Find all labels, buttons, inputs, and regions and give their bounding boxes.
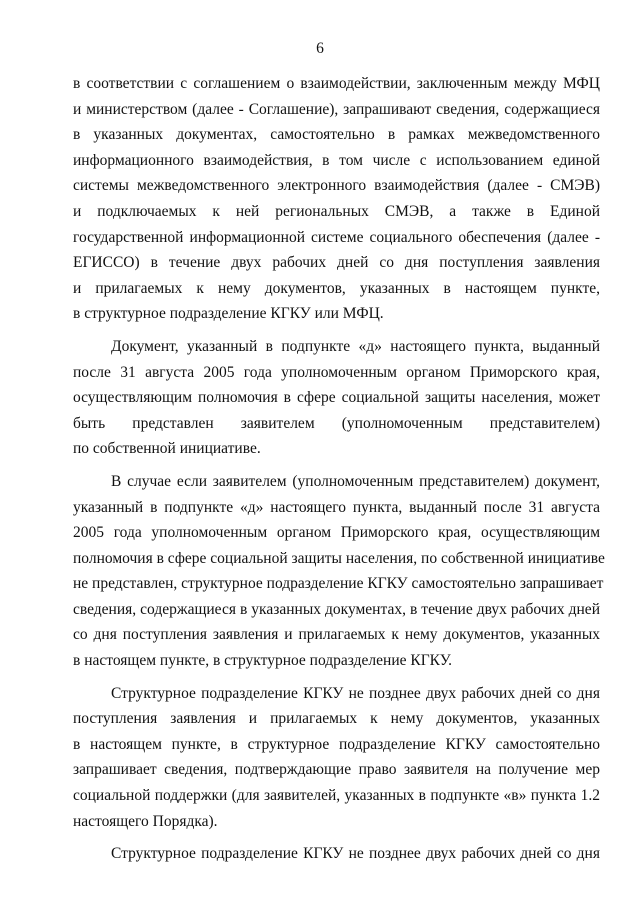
text-line: осуществляющим полномочия в сфере социальной защиты населения, может xyxy=(73,389,600,407)
text-line: и министерством (далее - Соглашение), запрашивают сведения, содержащиеся xyxy=(73,100,600,118)
document-body xyxy=(73,71,605,867)
text-line: в структурное подразделение КГКУ или МФЦ. xyxy=(73,305,384,323)
text-line: быть представлен заявителем (уполномоченным представителем) xyxy=(73,414,600,432)
text-line: ЕГИССО) в течение двух рабочих дней со дня поступления заявления xyxy=(73,254,600,272)
paragraph-gap xyxy=(73,674,600,681)
text-line: в соответствии с соглашением о взаимодействии, заключенным между МФЦ xyxy=(73,75,600,92)
text-line: в настоящем пункте, в структурное подразделение КГКУ самостоятельно xyxy=(73,735,600,753)
text-line: после 31 августа 2005 года уполномоченным органом Приморского края, xyxy=(73,363,600,381)
text-line: Структурное подразделение КГКУ не позднее двух рабочих дней со дня xyxy=(111,684,600,702)
page-number: 6 xyxy=(316,40,324,57)
text-line: указанный в подпункте «д» настоящего пункта, выданный после 31 августа xyxy=(73,498,600,516)
paragraph-gap xyxy=(73,462,600,469)
text-line: со дня поступления заявления и прилагаемых к нему документов, указанных xyxy=(73,626,600,644)
text-line: в указанных документах, самостоятельно в рамках межведомственного xyxy=(73,126,600,144)
text-line: в настоящем пункте, в структурное подразделение КГКУ. xyxy=(73,652,453,670)
text-line: В случае если заявителем (уполномоченным представителем) документ, xyxy=(111,472,600,490)
paragraph-gap xyxy=(73,834,600,841)
text-line: и прилагаемых к нему документов, указанных в настоящем пункте, xyxy=(73,279,600,297)
text-line: не представлен, структурное подразделение КГКУ самостоятельно запрашивает xyxy=(73,575,604,593)
text-line: сведения, содержащиеся в указанных документах, в течение двух рабочих дней xyxy=(73,600,600,618)
text-line: поступления заявления и прилагаемых к нему документов, указанных xyxy=(73,710,600,728)
text-line: 2005 года уполномоченным органом Приморского края, осуществляющим xyxy=(73,524,600,542)
text-line: информационного взаимодействия, в том числе с использованием единой xyxy=(73,151,600,169)
text-line: социальной поддержки (для заявителей, указанных в подпункте «в» пункта 1.2 xyxy=(73,787,600,805)
text-line: государственной информационной системе социального обеспечения (далее - xyxy=(73,228,600,246)
text-line: запрашивает сведения, подтверждающие право заявителя на получение мер xyxy=(73,761,600,779)
text-line: и подключаемых к ней региональных СМЭВ, а также в Единой xyxy=(73,202,600,220)
text-line: системы межведомственного электронного взаимодействия (далее - СМЭВ) xyxy=(73,177,600,195)
text-line: Документ, указанный в подпункте «д» настоящего пункта, выданный xyxy=(111,337,600,355)
paragraph-gap xyxy=(73,327,600,334)
text-line: полномочия в сфере социальной защиты населения, по собственной инициативе xyxy=(73,549,605,567)
text-line: Структурное подразделение КГКУ не позднее двух рабочих дней со дня xyxy=(111,845,600,863)
text-line: настоящего Порядка). xyxy=(73,812,218,830)
text-line: по собственной инициативе. xyxy=(73,440,261,458)
